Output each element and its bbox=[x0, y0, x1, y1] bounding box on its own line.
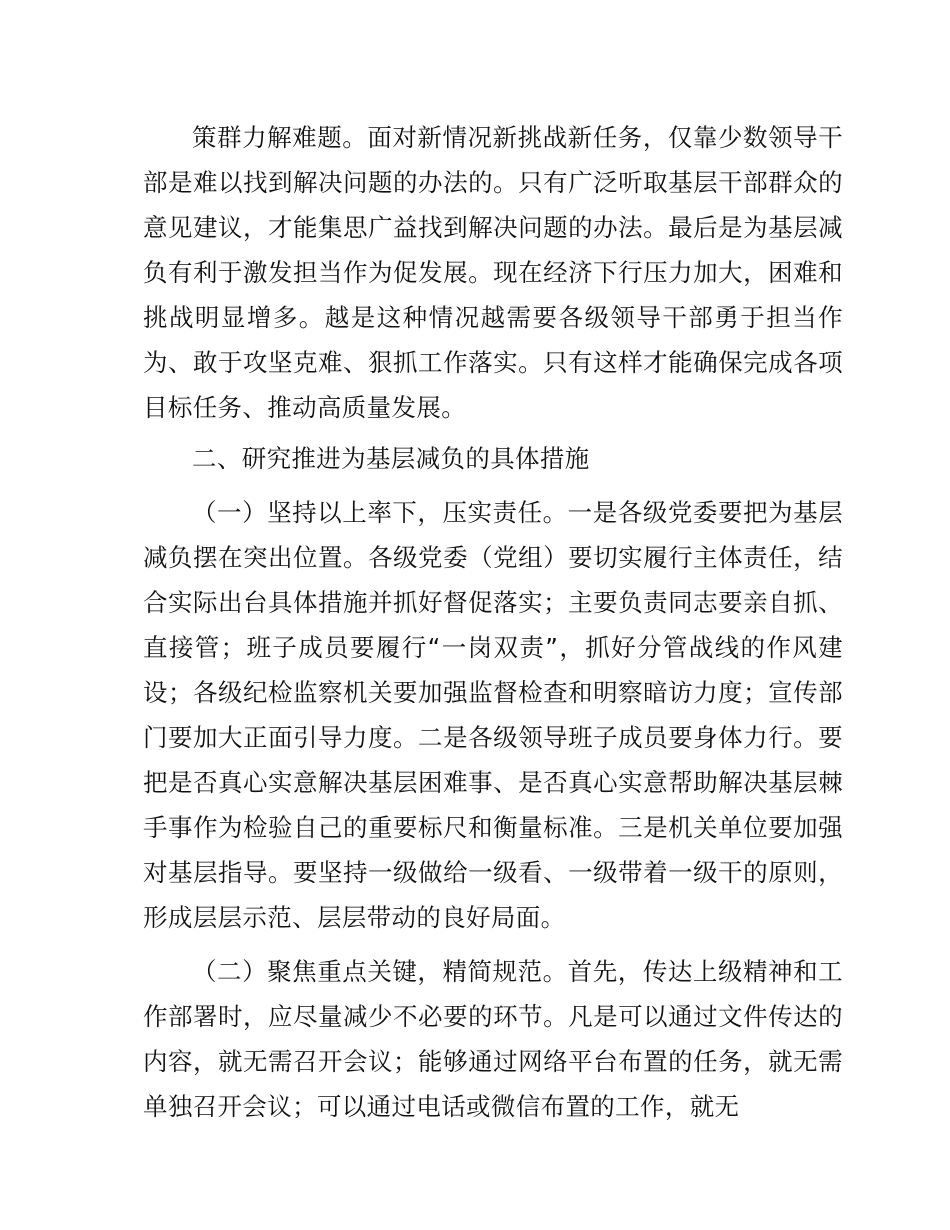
section-heading: 二、研究推进为基层减负的具体措施 bbox=[192, 444, 590, 473]
paragraph-subsection-1: （一）坚持以上率下，压实责任。一是各级党委要把为基层减负摆在突出位置。各级党委（党组）要切实履行主体责任，结合实际出台具体措施并抓好督促落实；主要负责同志要亲自抓、直接管；班子成员要履行“一岗双责”，抓好分管战线的作风建设；各级纪检监察机关要加强监督检查和明察暗访力度；宣传部门要加大正面引导力度。二是各级领导班子成员要身体力行。要把是否真心实意解决基层困难事、是否真心实意帮助解决基层棘手事作为检验自己的重要标尺和衡量标准。三是机关单位要加强对基层指导。要坚持一级做给一级看、一级带着一级干的原则，形成层层示范、层层带动的良好局面。 bbox=[143, 498, 843, 932]
paragraph-continuation: 策群力解难题。面对新情况新挑战新任务，仅靠少数领导干部是难以找到解决问题的办法的。只有广泛听取基层干部群众的意见建议，才能集思广益找到解决问题的办法。最后是为基层减负有利于激发担当作为促发展。现在经济下行压力加大，困难和挑战明显增多。越是这种情况越需要各级领导干部勇于担当作为、敢于攻坚克难、狠抓工作落实。只有这样才能确保完成各项目标任务、推动高质量发展。 bbox=[143, 123, 843, 422]
paragraph-subsection-2: （二）聚焦重点关键，精简规范。首先，传达上级精神和工作部署时，应尽量减少不必要的环节。凡是可以通过文件传达的内容，就无需召开会议；能够通过网络平台布置的任务，就无需单独召开会议；可以通过电话或微信布置的工作，就无 bbox=[143, 957, 843, 1121]
document-body bbox=[143, 115, 843, 1129]
